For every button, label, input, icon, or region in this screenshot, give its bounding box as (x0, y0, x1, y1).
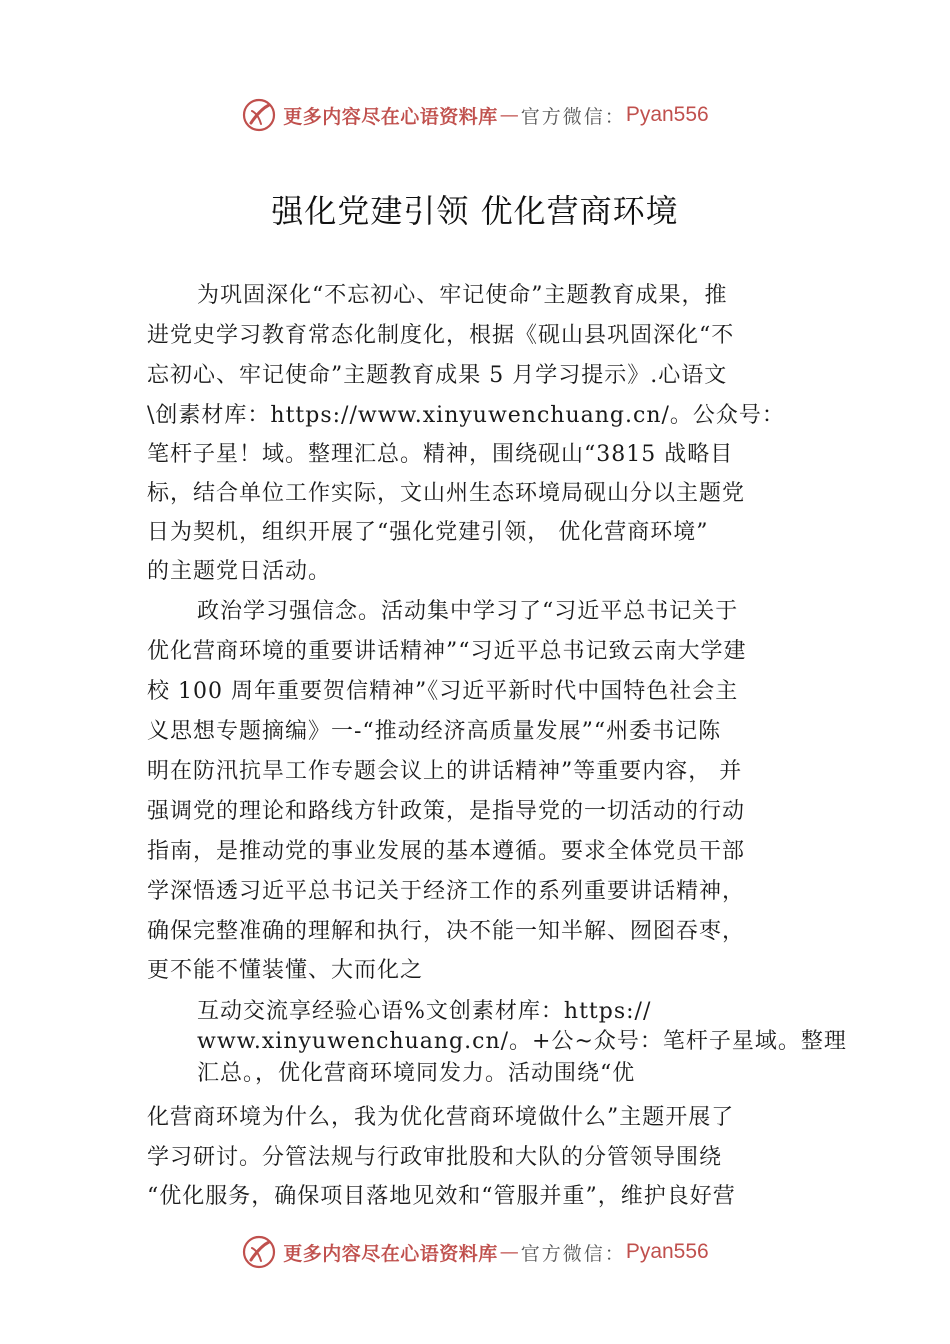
body-text-line: 强调党的理论和路线方针政策，是指导党的一切活动的行动 (147, 799, 746, 824)
body-text-line: 笔杆子星！域。整理汇总。精神，围绕砚山“3815 战略目 (147, 442, 734, 467)
body-text-line: 日为契机，组织开展了“强化党建引领， 优化营商环境” (147, 520, 709, 545)
body-text-line: www.xinyuwenchuang.cn/。+公~众号：笔杆子星域。整理 (197, 1029, 847, 1054)
body-text-line: 优化营商环境的重要讲话精神”“习近平总书记致云南大学建 (147, 639, 747, 664)
brush-logo-icon (241, 97, 277, 133)
header-banner (0, 95, 950, 135)
body-text-line: 义思想专题摘编》一-“推动经济高质量发展”“州委书记陈 (147, 719, 722, 744)
brush-logo-icon (241, 1234, 277, 1270)
body-text-line: 标，结合单位工作实际，文山州生态环境局砚山分以主题党 (147, 481, 746, 506)
footer-banner (0, 1232, 950, 1272)
banner-wechat-id: Pyan556 (625, 1240, 709, 1263)
body-text-line: 校 100 周年重要贺信精神”《习近平新时代中国特色社会主 (147, 679, 739, 704)
body-text-line: 化营商环境为什么，我为优化营商环境做什么”主题开展了 (147, 1105, 735, 1130)
body-text-line: 忘初心、牢记使命”主题教育成果 5 月学习提示》.心语文 (147, 363, 728, 388)
banner-dash: — (499, 104, 519, 126)
body-text-line: 确保完整准确的理解和执行，决不能一知半解、囫囵吞枣， (147, 919, 746, 944)
body-text-line: 政治学习强信念。活动集中学习了“习近平总书记关于 (197, 599, 739, 624)
document-title: 强化党建引领 优化营商环境 (271, 192, 679, 230)
banner-main-text: 更多内容尽在心语资料库 (283, 105, 498, 128)
body-text-line: 互动交流享经验心语%文创素材库：https:// (197, 999, 652, 1024)
body-text-line: “优化服务，确保项目落地见效和“管服并重”，维护良好营 (147, 1184, 736, 1209)
body-text-line: 的主题党日活动。 (147, 559, 332, 584)
banner-dash: — (499, 1241, 519, 1263)
body-text-line: 学习研讨。分管法规与行政审批股和大队的分管领导围绕 (147, 1145, 723, 1170)
banner-wechat-label: 官方微信： (520, 105, 626, 128)
body-text-line: 指南，是推动党的事业发展的基本遵循。要求全体党员干部 (147, 839, 746, 864)
body-text-line: 学深悟透习近平总书记关于经济工作的系列重要讲话精神， (147, 879, 746, 904)
banner-main-text: 更多内容尽在心语资料库 (283, 1242, 498, 1265)
banner-wechat-label: 官方微信： (520, 1242, 626, 1265)
body-text-line: 明在防汛抗旱工作专题会议上的讲话精神”等重要内容， 并 (147, 759, 743, 784)
body-text-line: \创素材库：https://www.xinyuwenchuang.cn/。公众号： (147, 403, 785, 428)
body-text-line: 更不能不懂装懂、大而化之 (147, 958, 424, 983)
body-text-line: 汇总。，优化营商环境同发力。活动围绕“优 (197, 1061, 636, 1086)
body-text-line: 为巩固深化“不忘初心、牢记使命”主题教育成果，推 (197, 283, 728, 308)
banner-wechat-id: Pyan556 (625, 103, 709, 126)
body-text-line: 进党史学习教育常态化制度化，根据《砚山县巩固深化“不 (147, 323, 735, 348)
